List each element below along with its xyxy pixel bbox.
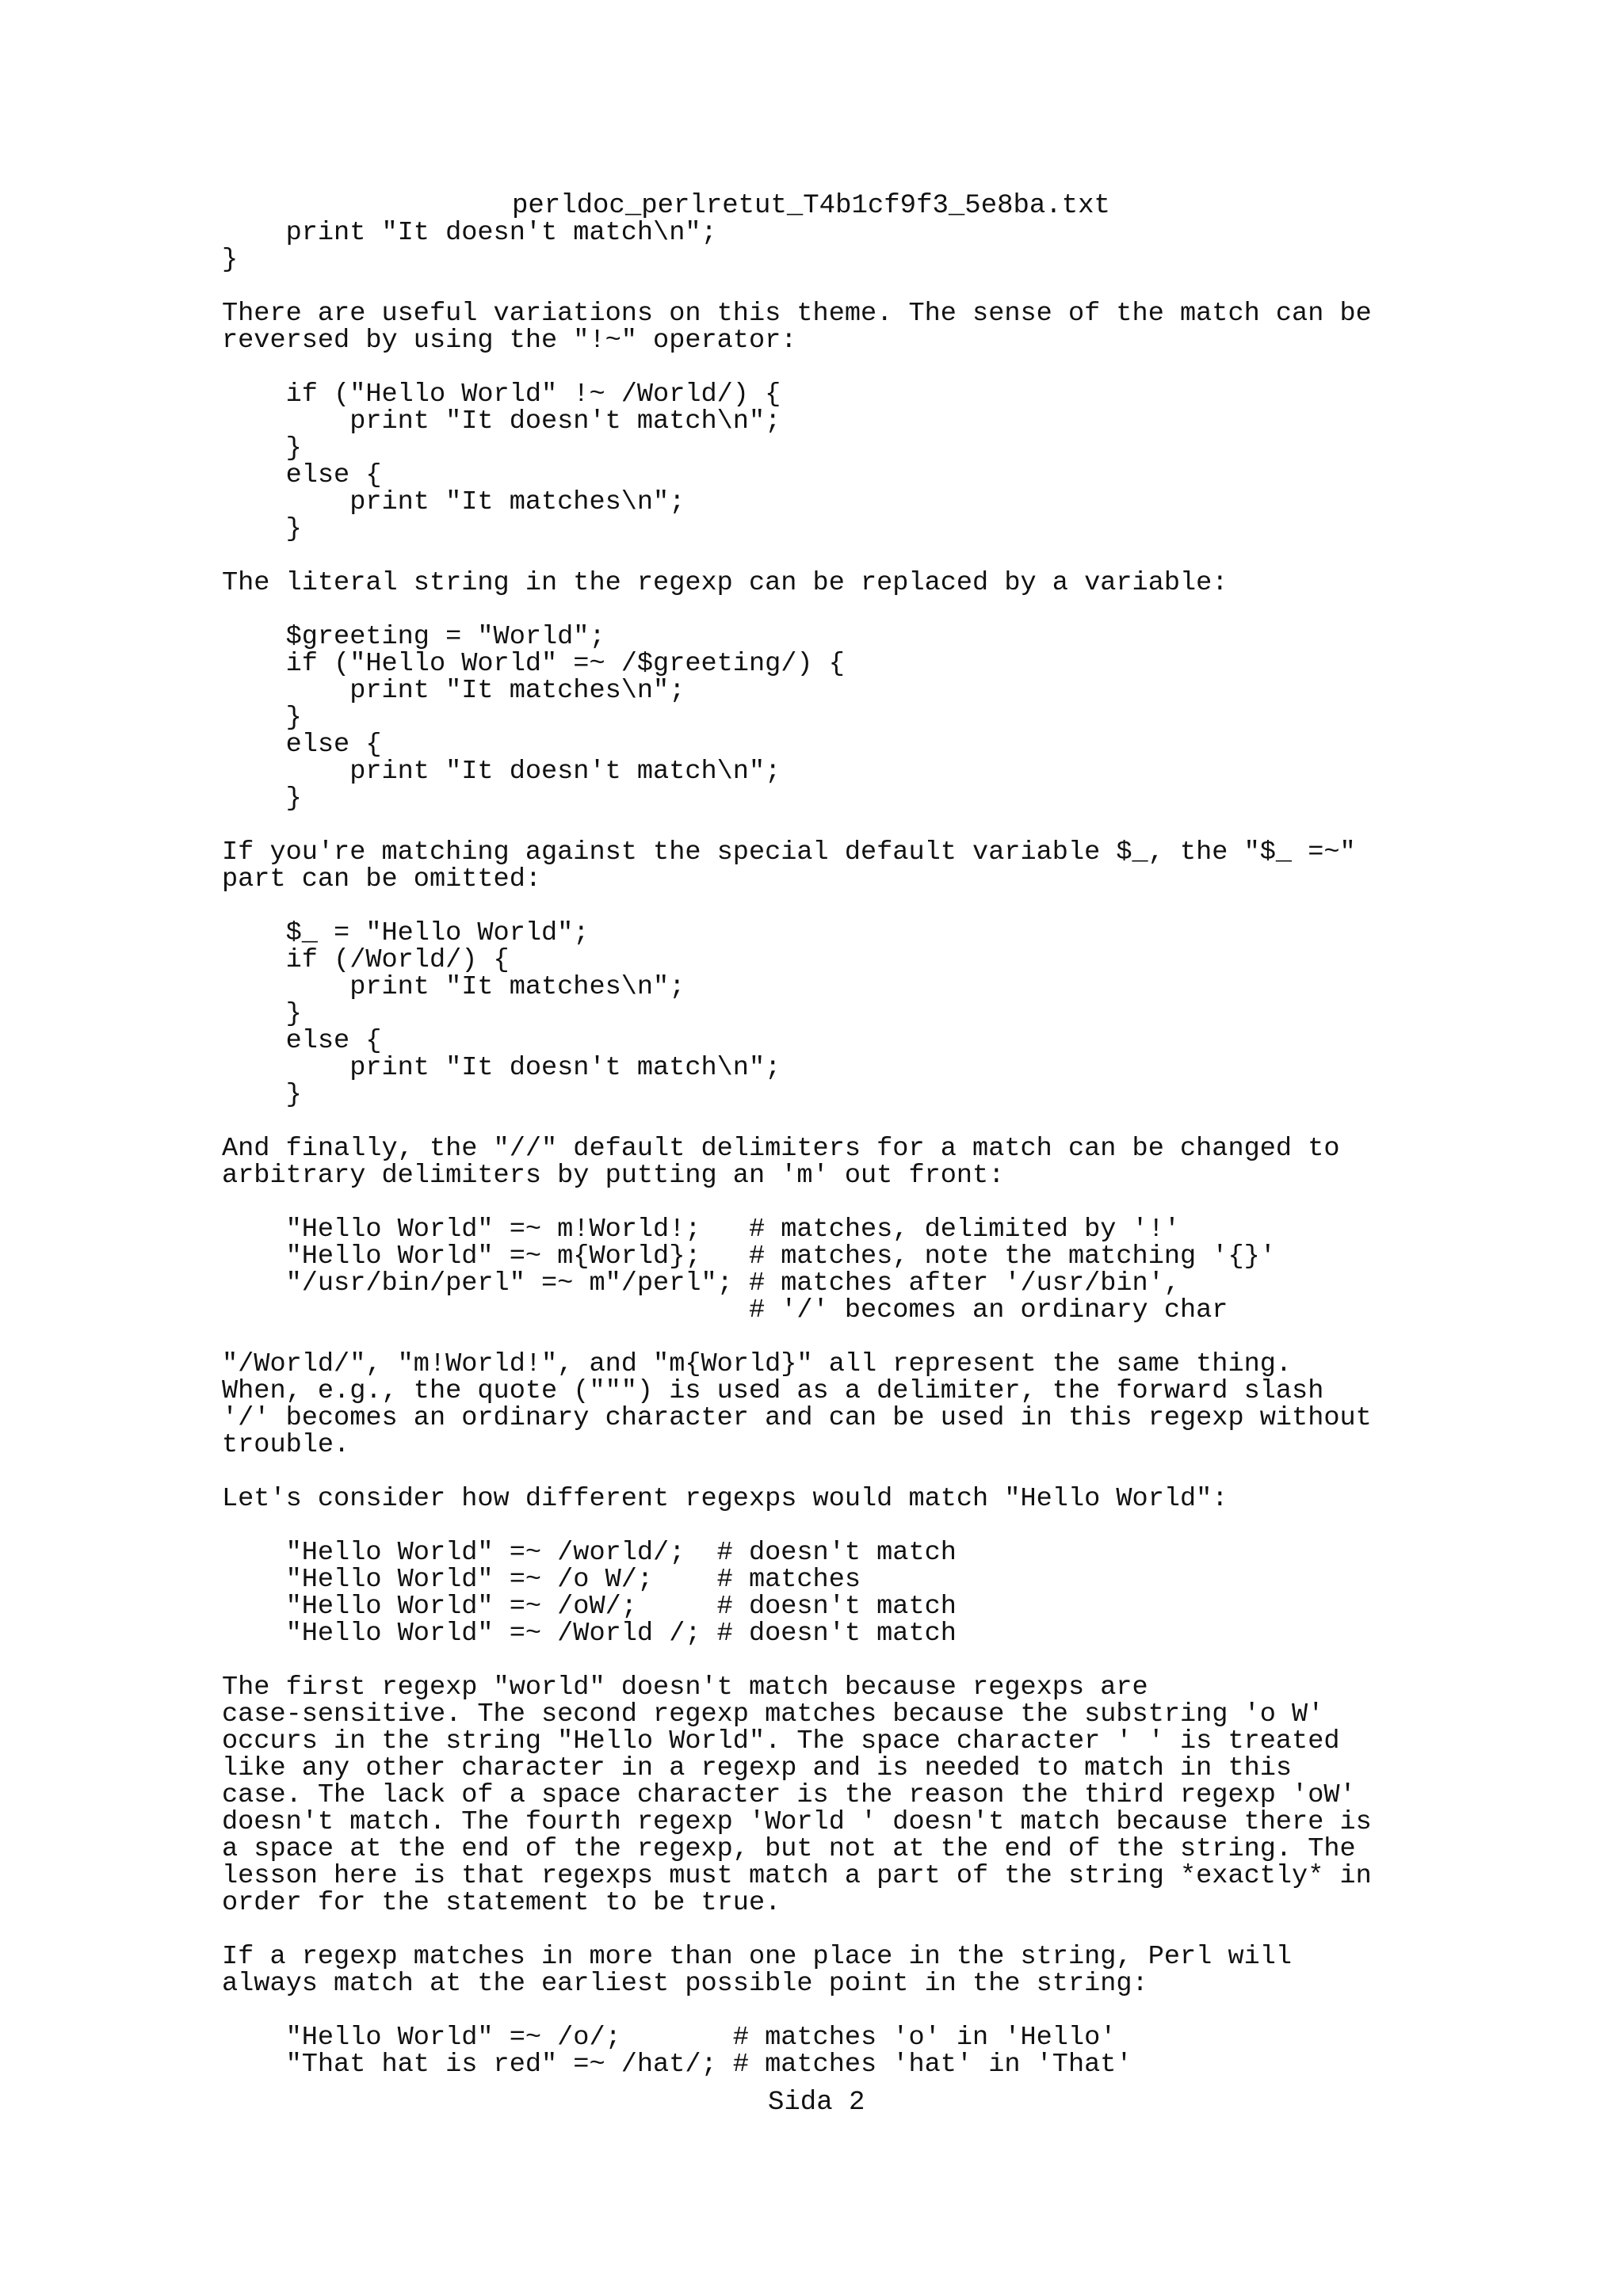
page-header-filename: perldoc_perlretut_T4b1cf9f3_5e8ba.txt — [512, 191, 1110, 221]
document-body-text: print "It doesn't match\n"; } There are useful variations on this theme. The sense of the match can be reversed by using the "!~" operator: if ("Hello World" !~ /World/) { print "It doesn't match\n"; } else { print "It matches\n"; } The literal string in the regexp can be replaced by a variable: $greeting = "World"; if ("Hello World" =~ /$greeting/) { print "It matches\n"; } else { print "It doesn't match\n"; } If you're matching against the special default variable $_, the "$_ =~" part can be omitted: $_ = "Hello World"; if (/World/) { print "It matches\n"; } else { print "It doesn't match\n"; } And finally, the "//" default delimiters for a match can be changed to arbitrary delimiters by putting an 'm' out front: "Hello World" =~ m!World!; # matches, delimited by '!' "Hello World" =~ m{World}; # matches, note the matching '{}' "/usr/bin/perl" =~ m"/perl"; # matches after '/usr/bin', # '/' becomes an ordinary char "/World/", "m!World!", and "m{World}" all represent the same thing. When, e.g., the quote (""") is used as a delimiter, the forward slash '/' becomes an ordinary character and can be used in this regexp without trouble. Let's consider how different regexps would match "Hello World": "Hello World" =~ /world/; # doesn't match "Hello World" =~ /o W/; # matches "Hello World" =~ /oW/; # doesn't match "Hello World" =~ /World /; # doesn't match The first regexp "world" doesn't match because regexps are case-sensitive. The second regexp matches because the substring 'o W' occurs in the string "Hello World". The space character ' ' is treated like any other character in a regexp and is needed to match in this case. The lack of a space character is the reason the third regexp 'oW' doesn't match. The fourth regexp 'World ' doesn't match because there is a space at the end of the regexp, but not at the end of the string. The lesson here is that regexps must match a part of the string *exactly* in order for the statement to be true. If a regexp matches in more than one place in the string, Perl will always match at the earliest possible point in the string: "Hello World" =~ /o/; # matches 'o' in 'Hello' "That hat is red" =~ /hat/; # matches 'hat' in 'That' — [222, 218, 1372, 2080]
page-footer-number: Sida 2 — [768, 2088, 865, 2118]
